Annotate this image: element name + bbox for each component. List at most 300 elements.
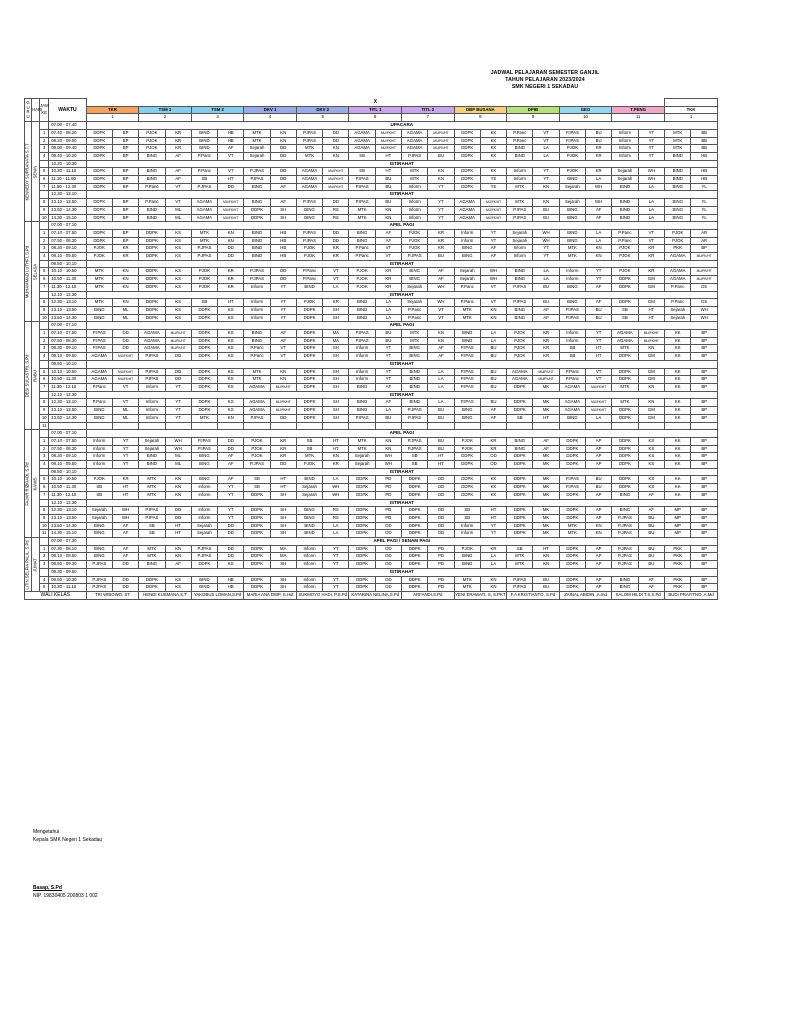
subject-cell: DDPK [244, 214, 270, 222]
subject-cell: BING [86, 530, 112, 538]
teacher-code-cell: YT [112, 437, 138, 445]
subject-cell: DDPK [402, 561, 428, 569]
teacher-code-cell: AF [218, 476, 244, 484]
time-cell: 13.50 - 14.30 [49, 522, 86, 530]
subject-cell: BING [507, 437, 533, 445]
subject-cell: PJOK [559, 152, 585, 160]
teacher-code-cell: PD [428, 584, 454, 592]
subject-cell: DDPK [244, 491, 270, 499]
lesson-row [25, 445, 718, 453]
subject-cell: P.IPAS [454, 345, 480, 353]
lesson-row [25, 453, 718, 461]
teacher-code-cell: SH [323, 345, 349, 353]
subject-cell: KK [665, 437, 691, 445]
subject-cell: P.JPAS [191, 183, 217, 191]
teacher-code-cell: BU [375, 176, 401, 184]
break-row [25, 360, 718, 368]
teacher-code-cell: OD [375, 584, 401, 592]
class-number: 1 [86, 114, 139, 122]
subject-cell: P.Panc [507, 137, 533, 145]
class-header: TITL 1 [349, 106, 402, 114]
subject-cell: Inform [507, 176, 533, 184]
subject-cell: P.JPAS [191, 253, 217, 261]
teacher-code-cell: BP [691, 368, 718, 376]
wali-kelas-name: F.A KRISTIANTO, S.Pd [507, 591, 560, 599]
teacher-code-cell: WH [691, 314, 718, 322]
teacher-code-cell: DD [323, 229, 349, 237]
teacher-code-cell: MU/FK/HT [323, 183, 349, 191]
teacher-code-cell: SH [323, 306, 349, 314]
subject-cell: MTK [612, 345, 638, 353]
time-cell: 10.10 - 10.50 [49, 268, 86, 276]
schedule-table [24, 98, 718, 600]
teacher-code-cell: KR [375, 268, 401, 276]
teacher-code-cell: BP [691, 576, 718, 584]
subject-cell: PJOK [507, 337, 533, 345]
subject-cell: BING [507, 314, 533, 322]
teacher-code-cell: SH [323, 353, 349, 361]
teacher-code-cell: DD [218, 553, 244, 561]
teacher-code-cell: KS [638, 445, 665, 453]
teacher-code-cell: BP [691, 245, 718, 253]
subject-cell: P.IPAS [139, 368, 165, 376]
subject-cell: KK [665, 353, 691, 361]
subject-cell: MTK [559, 253, 585, 261]
subject-cell: BING [296, 206, 322, 214]
lesson-row [25, 576, 718, 584]
guru-side-label: G U R U [25, 99, 32, 122]
teacher-code-cell: WH [691, 306, 718, 314]
teacher-code-cell: KN [428, 330, 454, 338]
subject-cell: DDPK [191, 368, 217, 376]
subject-cell: P.JPAS [191, 545, 217, 553]
subject-cell: DDPK [139, 314, 165, 322]
teacher-code-cell: HT [375, 152, 401, 160]
subject-cell: BING [349, 229, 375, 237]
subject-cell: AGAMA [665, 253, 691, 261]
subject-cell: Inform [454, 229, 480, 237]
teacher-code-cell: KK [480, 129, 506, 137]
teacher-code-cell: BP [691, 337, 718, 345]
teacher-code-cell: BP [112, 168, 138, 176]
teacher-code-cell: OD [375, 545, 401, 553]
title-line-2: TAHUN PELAJARAN 2023/2024 [505, 77, 585, 83]
wali-kelas-name: HENDI KUSMANA,S.T [139, 591, 192, 599]
teacher-code-cell: AF [375, 237, 401, 245]
teacher-code-cell: LA [375, 306, 401, 314]
teacher-code-cell: BU [533, 299, 559, 307]
subject-cell: Inform [402, 199, 428, 207]
subject-cell: DDPK [559, 453, 585, 461]
teacher-code-cell: AF [375, 384, 401, 392]
subject-cell: MTK [296, 145, 322, 153]
time-cell: 07.00 - 07.10 [49, 322, 86, 330]
subject-cell: DDPK [402, 507, 428, 515]
teacher-code-cell: KN [375, 445, 401, 453]
jam-cell: 6 [40, 484, 49, 492]
acknowledgement [33, 828, 102, 844]
schedule-body [25, 122, 718, 600]
subject-cell: SB [507, 414, 533, 422]
subject-cell: Sejarah [402, 299, 428, 307]
teacher-code-cell: KR [375, 276, 401, 284]
teacher-code-cell: MK [533, 476, 559, 484]
subject-cell: P.Panc [191, 152, 217, 160]
teacher-code-cell: HT [323, 445, 349, 453]
subject-cell: P.Panc [191, 168, 217, 176]
teacher-code-cell: KN [375, 206, 401, 214]
subject-cell: P.IPAS [559, 306, 585, 314]
subject-cell: BING [349, 384, 375, 392]
subject-cell: DDPK [612, 476, 638, 484]
time-cell: 12.10 - 12.30 [49, 391, 86, 399]
subject-cell: BIND [349, 306, 375, 314]
subject-cell: Inform [402, 206, 428, 214]
teacher-code-cell: HT [480, 507, 506, 515]
subject-cell: Inform [244, 306, 270, 314]
teacher-code-cell: PD [428, 553, 454, 561]
guru-piket-name: MUHAMMAD LUTHFI, S.Pd [24, 245, 30, 298]
subject-cell: DDPK [507, 384, 533, 392]
teacher-code-cell: ML [112, 314, 138, 322]
subject-cell: BIND [665, 168, 691, 176]
guru-piket-cell [25, 430, 32, 538]
time-cell: 07.50 - 08.30 [49, 237, 86, 245]
subject-cell: P.Panc [86, 399, 112, 407]
teacher-code-cell: BP [691, 476, 718, 484]
subject-cell: AGAMA [612, 330, 638, 338]
teacher-code-cell: KS [165, 276, 191, 284]
teacher-code-cell: BU [586, 129, 612, 137]
teacher-code-cell: MU/FK/HT [480, 206, 506, 214]
teacher-code-cell: PD [375, 491, 401, 499]
day-name: RABU [32, 369, 38, 382]
break-row [25, 222, 718, 230]
teacher-code-cell: GM [638, 276, 665, 284]
subject-cell: PJOK [86, 253, 112, 261]
teacher-code-cell: MU/FK/HT [586, 384, 612, 392]
break-label: ISTIRAHAT [86, 291, 717, 299]
teacher-code-cell: MU/FK/HT [112, 368, 138, 376]
subject-cell: DDPK [454, 168, 480, 176]
subject-cell: P.IPAS [296, 129, 322, 137]
subject-cell: DDPK [612, 299, 638, 307]
teacher-code-cell: KR [323, 299, 349, 307]
subject-cell: DDPK [296, 368, 322, 376]
teacher-code-cell: WH [375, 453, 401, 461]
subject-cell: BIND [665, 152, 691, 160]
time-cell: 10.10 - 10.50 [49, 476, 86, 484]
teacher-code-cell: HB [270, 253, 296, 261]
subject-cell: MTK [507, 199, 533, 207]
teacher-code-cell: GM [638, 283, 665, 291]
subject-cell: P.Panc [559, 368, 585, 376]
time-cell: 13.10 - 13.50 [49, 306, 86, 314]
subject-cell: BING [507, 445, 533, 453]
teacher-code-cell: BP [691, 453, 718, 461]
empty-row [25, 422, 718, 430]
subject-cell: P.IPAS [296, 229, 322, 237]
teacher-code-cell: LA [638, 214, 665, 222]
teacher-code-cell: VT [270, 345, 296, 353]
lesson-row [25, 399, 718, 407]
subject-cell: MTK [349, 445, 375, 453]
subject-cell: P.IPAS [454, 376, 480, 384]
teacher-code-cell: YT [270, 314, 296, 322]
time-cell: 09.50 - 10.30 [49, 576, 86, 584]
teacher-code-cell: BU [375, 337, 401, 345]
teacher-code-cell: MU/FK/HT [218, 206, 244, 214]
teacher-code-cell: VT [112, 399, 138, 407]
teacher-code-cell: VT [375, 245, 401, 253]
teacher-code-cell: HT [638, 306, 665, 314]
teacher-code-cell: DD [218, 522, 244, 530]
subject-cell: DDPK [296, 384, 322, 392]
time-cell: 07.00 - 07.40 [49, 122, 86, 130]
subject-cell: DDPK [86, 137, 112, 145]
subject-cell: DDPK [296, 376, 322, 384]
subject-cell: DDPK [507, 507, 533, 515]
subject-cell: DDPK [559, 507, 585, 515]
teacher-code-cell: DD [270, 276, 296, 284]
empty-cell [612, 422, 638, 430]
subject-cell: Sejarah [191, 530, 217, 538]
teacher-code-cell: BP [691, 584, 718, 592]
subject-cell: P.IPAS [402, 414, 428, 422]
teacher-code-cell: SH [270, 214, 296, 222]
teacher-code-cell: LA [533, 276, 559, 284]
time-cell: 08.30 - 09.10 [49, 245, 86, 253]
teacher-code-cell: YT [533, 168, 559, 176]
subject-cell: DDPK [507, 399, 533, 407]
subject-cell: MTK [402, 337, 428, 345]
break-label: APEL PAGI [86, 430, 717, 438]
teacher-code-cell: MK [533, 514, 559, 522]
teacher-code-cell: AF [165, 561, 191, 569]
subject-cell: MTK [191, 229, 217, 237]
jam-cell [40, 391, 49, 399]
subject-cell: Sejarah [244, 152, 270, 160]
teacher-code-cell: KN [586, 530, 612, 538]
lesson-row [25, 414, 718, 422]
teacher-code-cell: MU/FK/HT [218, 199, 244, 207]
jam-cell: 7 [40, 491, 49, 499]
time-cell: 07.00 - 07.10 [49, 222, 86, 230]
teacher-code-cell: KK [480, 152, 506, 160]
teacher-code-cell: BP [112, 183, 138, 191]
subject-cell: BING [86, 522, 112, 530]
teacher-code-cell: MU/FK/HT [428, 137, 454, 145]
subject-cell: BING [349, 407, 375, 415]
subject-cell: PKK [665, 584, 691, 592]
subject-cell: DDPK [454, 461, 480, 469]
subject-cell: P.JPAS [86, 584, 112, 592]
subject-cell: P.IPAS [86, 330, 112, 338]
subject-cell: BIND [454, 553, 480, 561]
teacher-code-cell: BU [480, 345, 506, 353]
teacher-code-cell: DD [323, 199, 349, 207]
subject-cell: DDPK [296, 407, 322, 415]
subject-cell: Sejarah [296, 491, 322, 499]
teacher-code-cell: WH [586, 183, 612, 191]
subject-cell: DDPK [402, 491, 428, 499]
subject-cell: P.Panc [244, 345, 270, 353]
subject-cell: P.Panc [139, 199, 165, 207]
subject-cell: P.IPAS [296, 137, 322, 145]
teacher-code-cell: MK [533, 522, 559, 530]
subject-cell: AGAMA [296, 176, 322, 184]
subject-cell: P.JPAS [612, 545, 638, 553]
jam-cell [40, 160, 49, 168]
subject-cell: AGAMA [559, 399, 585, 407]
subject-cell: BIND [296, 530, 322, 538]
subject-cell: P.IPAS [349, 199, 375, 207]
subject-cell: MTK [86, 268, 112, 276]
wali-kelas-name: ZAINAL ABIDIN ,A.md [559, 591, 612, 599]
teacher-code-cell: KN [480, 584, 506, 592]
jam-cell: 8 [40, 299, 49, 307]
subject-cell: P.Panc [612, 229, 638, 237]
break-label: ISTIRAHAT [86, 568, 717, 576]
subject-cell: BING [665, 214, 691, 222]
subject-cell: SB [191, 176, 217, 184]
subject-cell: Sejarah [665, 306, 691, 314]
subject-cell: P.Panc [559, 376, 585, 384]
teacher-code-cell: KS [638, 437, 665, 445]
subject-cell: MTK [507, 183, 533, 191]
teacher-code-cell: KS [218, 345, 244, 353]
subject-cell: DDPK [139, 245, 165, 253]
teacher-code-cell: AF [112, 530, 138, 538]
subject-cell: KK [665, 461, 691, 469]
subject-cell: BIND [244, 237, 270, 245]
jam-cell: 1 [40, 129, 49, 137]
teacher-code-cell: KK [480, 137, 506, 145]
subject-cell: BIND [454, 337, 480, 345]
subject-cell: Inform [454, 522, 480, 530]
time-cell: 07.50 - 08.30 [49, 445, 86, 453]
jam-cell [40, 430, 49, 438]
empty-cell [323, 422, 349, 430]
teacher-code-cell: YT [270, 283, 296, 291]
day-cell [32, 222, 40, 322]
teacher-code-cell: KS [218, 399, 244, 407]
class-header: TSM 2 [191, 106, 244, 114]
lesson-row [25, 276, 718, 284]
subject-cell: PJOK [191, 268, 217, 276]
subject-cell: KK [665, 491, 691, 499]
teacher-code-cell: KK [480, 145, 506, 153]
teacher-code-cell: LA [323, 522, 349, 530]
subject-cell: DDPK [454, 176, 480, 184]
teacher-code-cell: YT [323, 576, 349, 584]
teacher-code-cell: MU/FK/HT [165, 330, 191, 338]
break-row [25, 191, 718, 199]
teacher-code-cell: BP [691, 553, 718, 561]
class-header: DKV 1 [244, 106, 297, 114]
empty-cell [218, 422, 244, 430]
teacher-code-cell: YT [165, 414, 191, 422]
subject-cell: DDPK [349, 530, 375, 538]
break-label: ISTIRAHAT [86, 391, 717, 399]
teacher-code-cell: OD [428, 484, 454, 492]
teacher-code-cell: LA [586, 237, 612, 245]
time-cell: 11.30 - 12.10 [49, 283, 86, 291]
teacher-code-cell: KR [638, 245, 665, 253]
subject-cell: KK [665, 484, 691, 492]
teacher-code-cell: BU [480, 399, 506, 407]
teacher-code-cell: AF [428, 353, 454, 361]
lesson-row [25, 145, 718, 153]
teacher-code-cell: MK [533, 461, 559, 469]
teacher-code-cell: KS [638, 476, 665, 484]
subject-cell: P.JPAS [244, 168, 270, 176]
jam-cell: 8 [40, 199, 49, 207]
wali-kelas-name: MARIA ANA DWP, S.Hut [244, 591, 297, 599]
subject-cell: PKK [665, 576, 691, 584]
subject-cell: DDPK [296, 337, 322, 345]
subject-cell: MTK [559, 522, 585, 530]
ack-line-2: Kepala SMK Negeri 1 Sekadau [33, 837, 103, 843]
teacher-code-cell: AP [586, 514, 612, 522]
teacher-code-cell: YT [270, 306, 296, 314]
class-header: DBP BUSANA [454, 106, 507, 114]
subject-cell: BIND [454, 561, 480, 569]
time-cell: 12.10 - 12.30 [49, 499, 86, 507]
teacher-code-cell: YT [323, 561, 349, 569]
teacher-code-cell: KR [586, 145, 612, 153]
teacher-code-cell: HB [691, 152, 718, 160]
teacher-code-cell: YT [165, 399, 191, 407]
day-cell [32, 122, 40, 222]
jam-cell: 1 [40, 437, 49, 445]
teacher-code-cell: ML [112, 407, 138, 415]
teacher-code-cell: YT [428, 214, 454, 222]
lesson-row [25, 314, 718, 322]
teacher-code-cell: KN [533, 183, 559, 191]
empty-cell [586, 422, 612, 430]
lesson-row [25, 206, 718, 214]
teacher-code-cell: HB [270, 245, 296, 253]
teacher-code-cell: DD [218, 253, 244, 261]
subject-cell: DDPK [139, 268, 165, 276]
subject-cell: AGAMA [139, 330, 165, 338]
subject-cell: AGAMA [244, 399, 270, 407]
subject-cell: PKK [665, 561, 691, 569]
teacher-code-cell: VT [428, 306, 454, 314]
teacher-code-cell: AF [533, 306, 559, 314]
subject-cell: BIND [191, 584, 217, 592]
jam-cell: 3 [40, 245, 49, 253]
teacher-code-cell: KN [586, 522, 612, 530]
subject-cell: DDPK [559, 491, 585, 499]
subject-cell: AGAMA [296, 183, 322, 191]
time-cell [49, 422, 86, 430]
teacher-code-cell: VT [375, 253, 401, 261]
lesson-row [25, 407, 718, 415]
subject-cell: DDPK [296, 414, 322, 422]
teacher-code-cell: AF [270, 330, 296, 338]
subject-cell: P.Panc [139, 183, 165, 191]
teacher-code-cell: LA [480, 337, 506, 345]
empty-cell [165, 422, 191, 430]
teacher-code-cell: BP [691, 353, 718, 361]
empty-cell [665, 422, 691, 430]
subject-cell: P.JPAS [244, 461, 270, 469]
subject-cell: BING [349, 237, 375, 245]
signer-nip: NIP. 19830405 200803 1 002 [33, 893, 98, 899]
subject-cell: PJOK [454, 437, 480, 445]
